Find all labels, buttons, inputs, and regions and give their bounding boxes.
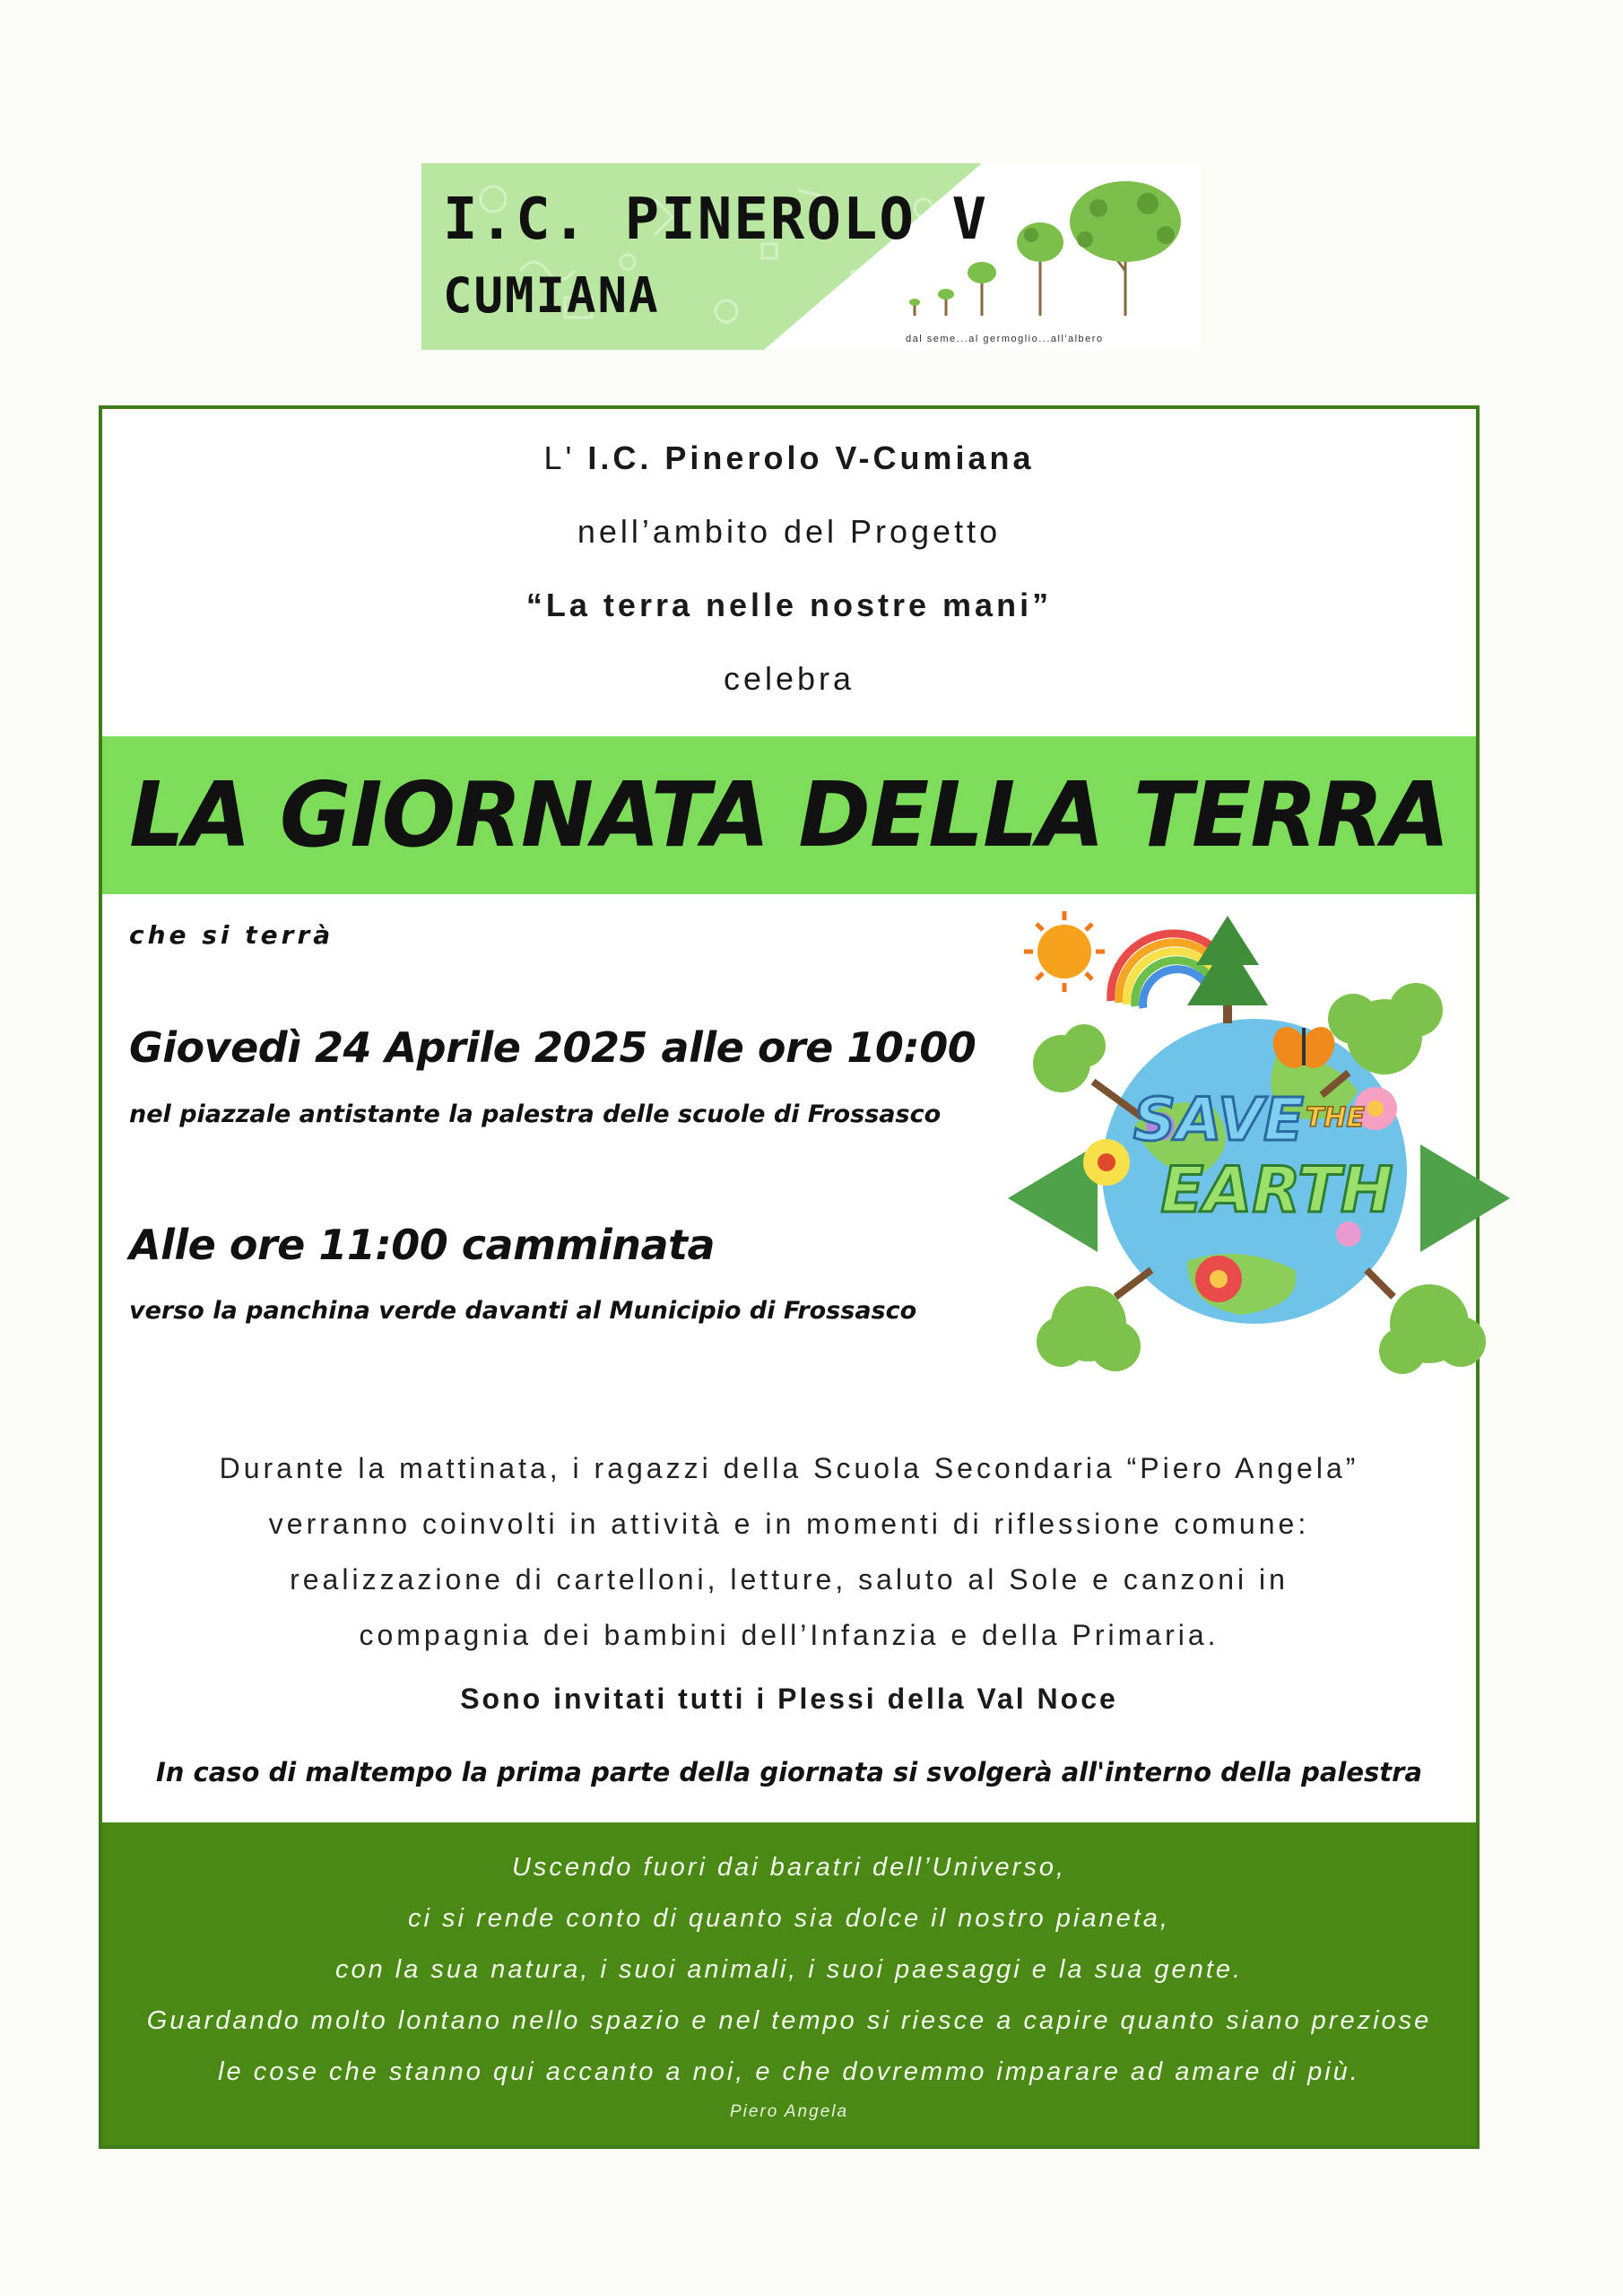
quote-block	[102, 1842, 1476, 2098]
intro-line-2: nell’ambito del Progetto	[577, 513, 1002, 550]
logo-tagline: dal seme...al germoglio...all'albero	[906, 334, 1104, 344]
invitation: Sono invitati tutti i Plessi della Val Noce	[460, 1683, 1118, 1715]
quote-line: Guardando molto lontano nello spazio e nel tempo si riesce a capire quanto siano preziose	[146, 2006, 1432, 2035]
school-name: I.C. Pinerolo V-Cumiana	[587, 439, 1035, 476]
earth-word-the: THE	[1305, 1102, 1366, 1134]
quote-author: Piero Angela	[729, 2102, 849, 2121]
sun-icon	[1024, 911, 1105, 992]
quote-line: le cose che stanno qui accanto a noi, e che dovremmo imparare ad amare di più.	[218, 2057, 1360, 2086]
quote-line: Uscendo fuori dai baratri dell’Universo,	[511, 1853, 1067, 1882]
logo-subtitle: CUMIANA	[443, 267, 660, 324]
description-line: verranno coinvolti in attività e in momenti di riflessione comune:	[268, 1508, 1310, 1540]
project-name: “La terra nelle nostre mani”	[525, 587, 1053, 623]
walk-destination: verso la panchina verde davanti al Municipio di Frossasco	[129, 1297, 917, 1325]
earth-word-save: SAVE	[1133, 1085, 1305, 1154]
weather-note: In caso di maltempo la prima parte della giornata si svolgerà all'interno della palestra	[155, 1757, 1423, 1787]
description-block	[102, 1440, 1476, 1663]
event-location: nel piazzale antistante la palestra delle scuole di Frossasco	[129, 1100, 942, 1128]
quote-band	[102, 1822, 1476, 2145]
description-line: Durante la mattinata, i ragazzi della Scuola Secondaria “Piero Angela”	[219, 1452, 1359, 1484]
poster-frame	[99, 405, 1480, 2149]
intro-line-1	[102, 436, 1476, 509]
growing-trees-icon	[897, 172, 1193, 325]
quote-line: con la sua natura, i suoi animali, i suoi paesaggi e la sua gente.	[334, 1955, 1244, 1984]
school-logo	[421, 163, 1200, 350]
event-title: LA GIORNATA DELLA TERRA	[129, 762, 1449, 867]
intro-prefix: L'	[543, 439, 588, 476]
event-date-time: Giovedì 24 Aprile 2025 alle ore 10:00	[129, 1023, 976, 1072]
earth-word-earth: EARTH	[1160, 1153, 1393, 1227]
title-band	[102, 736, 1476, 894]
description-line: realizzazione di cartelloni, letture, saluto al Sole e canzoni in	[290, 1563, 1289, 1596]
walk-time: Alle ore 11:00 camminata	[129, 1221, 716, 1269]
description-line: compagnia dei bambini dell’Infanzia e della Primaria.	[359, 1619, 1219, 1651]
intro-line-4: celebra	[723, 660, 855, 697]
save-the-earth-icon	[1008, 902, 1510, 1387]
quote-line: ci si rende conto di quanto sia dolce il nostro pianeta,	[408, 1904, 1170, 1933]
logo-title: I.C. PINEROLO V	[443, 187, 988, 253]
intro-block	[102, 436, 1476, 730]
event-lead: che si terrà	[129, 920, 334, 950]
